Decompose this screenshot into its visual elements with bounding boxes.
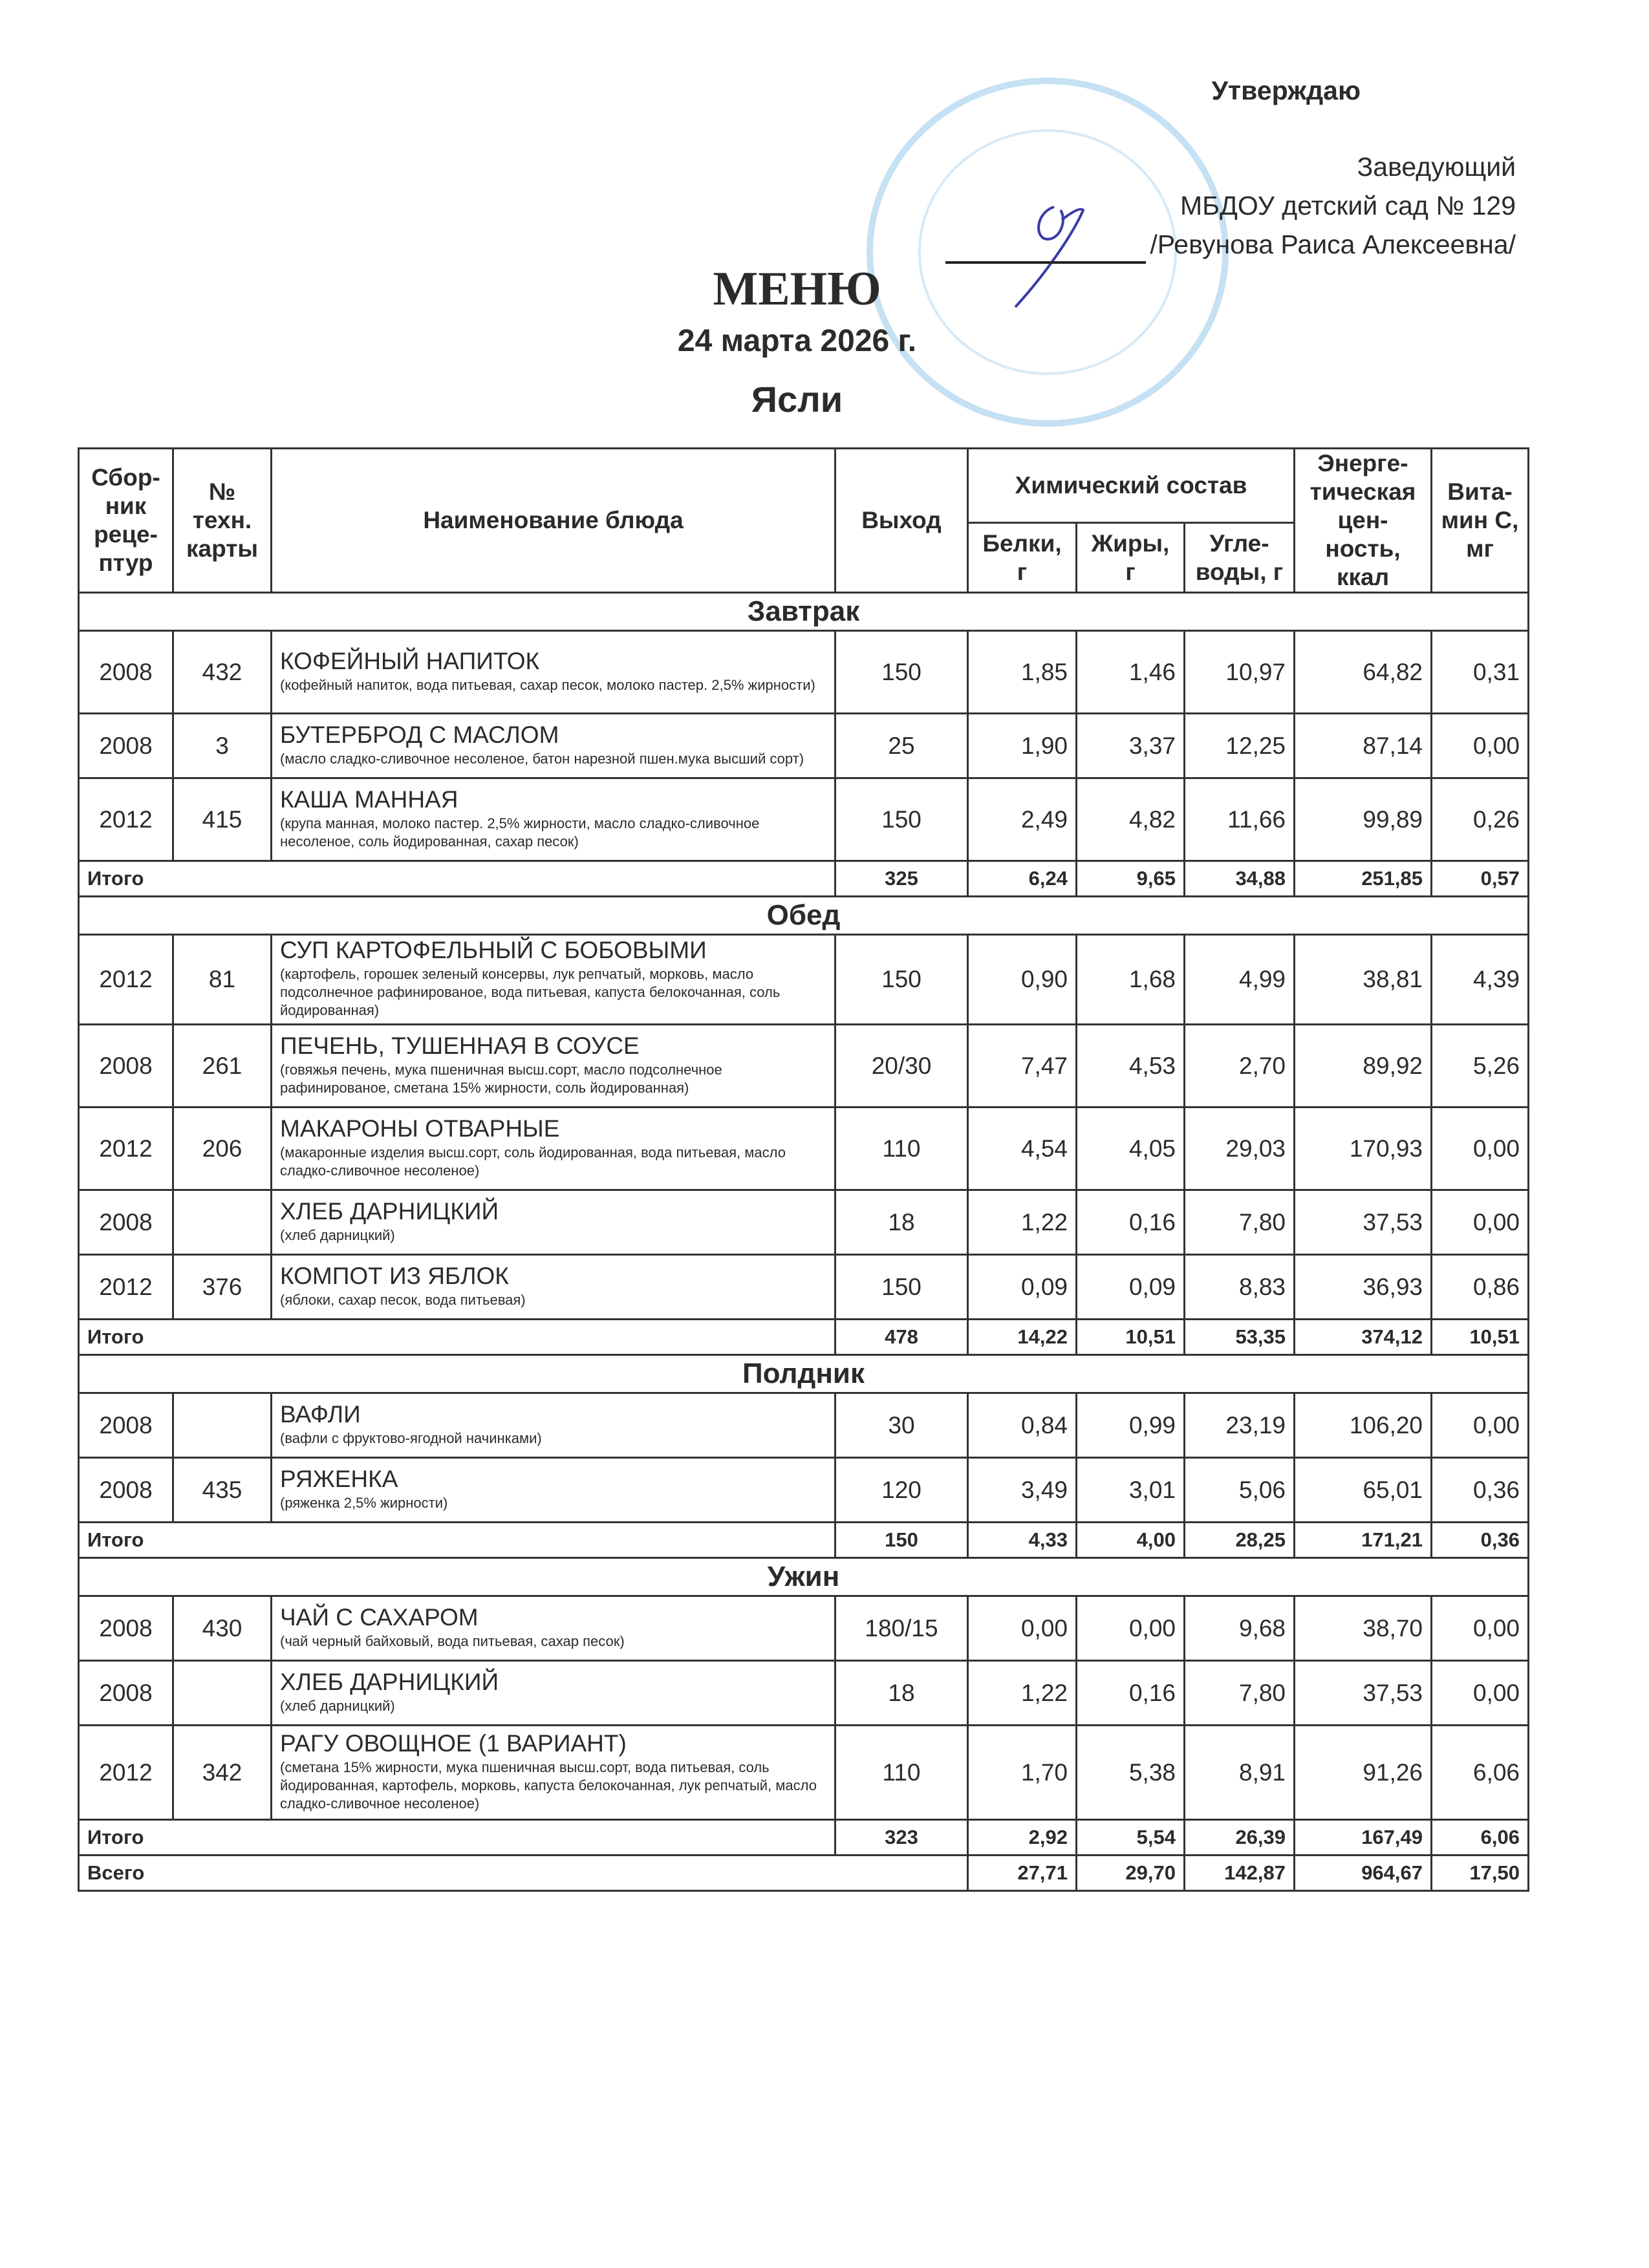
- section-row: [79, 1355, 1529, 1393]
- vitamin-c-cell: 0,36: [1432, 1458, 1529, 1523]
- collection-cell: 2008: [79, 1393, 173, 1458]
- protein-cell: 1,22: [968, 1190, 1077, 1255]
- tech-card-cell: 206: [173, 1107, 272, 1190]
- tech-card-cell: 415: [173, 778, 272, 861]
- carbs-cell: 10,97: [1185, 631, 1295, 714]
- table-row: [79, 778, 1529, 861]
- energy-cell: 171,21: [1295, 1523, 1432, 1558]
- fat-cell: 5,38: [1077, 1726, 1185, 1820]
- grand-total-label: Всего: [79, 1856, 968, 1891]
- subtotal-row: [79, 1523, 1529, 1558]
- dish-composition: (картофель, горошек зеленый консервы, лук репчатый, морковь, масло подсолнечное рафинированое, вода питьевая, капуста белокочанная, соль йодированная): [280, 966, 781, 1018]
- col-header-energy: Энерге-тическая цен-ность, ккал: [1295, 449, 1432, 593]
- col-header-protein: Белки, г: [968, 523, 1077, 593]
- fat-cell: 4,05: [1077, 1107, 1185, 1190]
- carbs-cell: 11,66: [1185, 778, 1295, 861]
- yield-cell: 478: [835, 1320, 968, 1355]
- signatory-name: /Ревунова Раиса Алексеевна/: [1150, 230, 1516, 259]
- yield-cell: 180/15: [835, 1596, 968, 1661]
- yield-cell: 110: [835, 1726, 968, 1820]
- vitamin-c-cell: 5,26: [1432, 1025, 1529, 1107]
- collection-cell: 2012: [79, 1255, 173, 1320]
- yield-cell: 150: [835, 1255, 968, 1320]
- subtotal-label: Итого: [79, 1523, 835, 1558]
- dish-cell: [272, 1190, 835, 1255]
- dish-name: РАГУ ОВОЩНОЕ (1 ВАРИАНТ): [280, 1729, 627, 1757]
- dish-name: ЧАЙ С САХАРОМ: [280, 1603, 479, 1631]
- organization-label: МБДОУ детский сад № 129: [1180, 191, 1516, 220]
- position-label: Заведующий: [1357, 152, 1516, 182]
- energy-cell: 65,01: [1295, 1458, 1432, 1523]
- dish-name: ВАФЛИ: [280, 1400, 361, 1428]
- dish-cell: [272, 778, 835, 861]
- vitamin-c-cell: 0,00: [1432, 1596, 1529, 1661]
- vitamin-c-cell: 0,26: [1432, 778, 1529, 861]
- table-row: [79, 1107, 1529, 1190]
- carbs-cell: 23,19: [1185, 1393, 1295, 1458]
- dish-name: КАША МАННАЯ: [280, 786, 458, 813]
- energy-cell: 91,26: [1295, 1726, 1432, 1820]
- table-row: [79, 1458, 1529, 1523]
- collection-cell: 2008: [79, 1661, 173, 1726]
- energy-cell: 167,49: [1295, 1820, 1432, 1856]
- yield-cell: 18: [835, 1661, 968, 1726]
- fat-cell: 0,09: [1077, 1255, 1185, 1320]
- fat-cell: 4,53: [1077, 1025, 1185, 1107]
- tech-card-cell: [173, 1393, 272, 1458]
- tech-card-cell: 432: [173, 631, 272, 714]
- tech-card-cell: [173, 1661, 272, 1726]
- vitamin-c-cell: 10,51: [1432, 1320, 1529, 1355]
- protein-cell: 6,24: [968, 861, 1077, 897]
- fat-cell: 9,65: [1077, 861, 1185, 897]
- yield-cell: 30: [835, 1393, 968, 1458]
- dish-cell: [272, 1661, 835, 1726]
- collection-cell: 2012: [79, 1107, 173, 1190]
- collection-cell: 2008: [79, 714, 173, 778]
- vitamin-c-cell: 0,31: [1432, 631, 1529, 714]
- energy-cell: 87,14: [1295, 714, 1432, 778]
- table-row: [79, 1726, 1529, 1820]
- menu-table: [78, 447, 1529, 1892]
- protein-cell: 0,90: [968, 935, 1077, 1025]
- carbs-cell: 8,91: [1185, 1726, 1295, 1820]
- vitamin-c-cell: 0,36: [1432, 1523, 1529, 1558]
- carbs-cell: 9,68: [1185, 1596, 1295, 1661]
- vitamin-c-cell: 0,00: [1432, 1393, 1529, 1458]
- protein-cell: 3,49: [968, 1458, 1077, 1523]
- carbs-cell: 28,25: [1185, 1523, 1295, 1558]
- section-row: [79, 1558, 1529, 1596]
- dish-composition: (яблоки, сахар песок, вода питьевая): [280, 1291, 526, 1308]
- subtotal-row: [79, 1820, 1529, 1856]
- col-header-carbs: Угле-воды, г: [1185, 523, 1295, 593]
- col-header-dish-name: Наименование блюда: [272, 449, 835, 593]
- energy-cell: 37,53: [1295, 1190, 1432, 1255]
- vitamin-c-cell: 17,50: [1432, 1856, 1529, 1891]
- table-row: [79, 1025, 1529, 1107]
- collection-cell: 2012: [79, 935, 173, 1025]
- dish-cell: [272, 1458, 835, 1523]
- section-row: [79, 897, 1529, 935]
- tech-card-cell: 261: [173, 1025, 272, 1107]
- collection-cell: 2008: [79, 1458, 173, 1523]
- energy-cell: 38,81: [1295, 935, 1432, 1025]
- dish-name: БУТЕРБРОД С МАСЛОМ: [280, 721, 559, 748]
- table-row: [79, 1596, 1529, 1661]
- yield-cell: 150: [835, 778, 968, 861]
- protein-cell: 4,33: [968, 1523, 1077, 1558]
- collection-cell: 2008: [79, 1025, 173, 1107]
- section-title: Ужин: [79, 1558, 1529, 1596]
- dish-composition: (ряженка 2,5% жирности): [280, 1494, 448, 1511]
- dish-composition: (говяжья печень, мука пшеничная высш.сорт, масло подсолнечное рафинированое, сметана 15% жирности, соль йодированная): [280, 1061, 722, 1096]
- carbs-cell: 4,99: [1185, 935, 1295, 1025]
- dish-cell: [272, 1596, 835, 1661]
- tech-card-cell: 342: [173, 1726, 272, 1820]
- fat-cell: 10,51: [1077, 1320, 1185, 1355]
- collection-cell: 2012: [79, 778, 173, 861]
- page-title: МЕНЮ: [713, 262, 881, 316]
- energy-cell: 36,93: [1295, 1255, 1432, 1320]
- vitamin-c-cell: 6,06: [1432, 1820, 1529, 1856]
- fat-cell: 3,37: [1077, 714, 1185, 778]
- group-name: Ясли: [751, 379, 843, 420]
- dish-cell: [272, 1025, 835, 1107]
- dish-name: МАКАРОНЫ ОТВАРНЫЕ: [280, 1115, 560, 1142]
- tech-card-cell: [173, 1190, 272, 1255]
- fat-cell: 0,00: [1077, 1596, 1185, 1661]
- dish-name: КОФЕЙНЫЙ НАПИТОК: [280, 647, 540, 674]
- yield-cell: 110: [835, 1107, 968, 1190]
- protein-cell: 0,00: [968, 1596, 1077, 1661]
- protein-cell: 1,90: [968, 714, 1077, 778]
- subtotal-row: [79, 861, 1529, 897]
- approve-label: Утверждаю: [1211, 76, 1361, 105]
- dish-cell: [272, 1107, 835, 1190]
- dish-name: РЯЖЕНКА: [280, 1465, 398, 1492]
- fat-cell: 5,54: [1077, 1820, 1185, 1856]
- dish-cell: [272, 1726, 835, 1820]
- energy-cell: 38,70: [1295, 1596, 1432, 1661]
- table-row: [79, 1393, 1529, 1458]
- yield-cell: 323: [835, 1820, 968, 1856]
- dish-cell: [272, 1255, 835, 1320]
- tech-card-cell: 3: [173, 714, 272, 778]
- carbs-cell: 53,35: [1185, 1320, 1295, 1355]
- dish-composition: (хлеб дарницкий): [280, 1226, 395, 1243]
- vitamin-c-cell: 4,39: [1432, 935, 1529, 1025]
- dish-composition: (сметана 15% жирности, мука пшеничная высш.сорт, вода питьевая, соль йодированная, картофель, морковь, капуста белокочанная, лук репчатый, масло сладко-сливочное несоленое): [280, 1759, 817, 1812]
- dish-name: СУП КАРТОФЕЛЬНЫЙ С БОБОВЫМИ: [280, 937, 707, 963]
- col-header-collection: Сбор-ник реце-птур: [79, 449, 173, 593]
- table-row: [79, 1255, 1529, 1320]
- dish-composition: (масло сладко-сливочное несоленое, батон нарезной пшен.мука высший сорт): [280, 750, 804, 767]
- fat-cell: 0,16: [1077, 1190, 1185, 1255]
- dish-name: КОМПОТ ИЗ ЯБЛОК: [280, 1262, 509, 1289]
- approval-block: [945, 71, 1516, 264]
- tech-card-cell: 81: [173, 935, 272, 1025]
- tech-card-cell: 376: [173, 1255, 272, 1320]
- protein-cell: 7,47: [968, 1025, 1077, 1107]
- tech-card-cell: 430: [173, 1596, 272, 1661]
- col-header-fat: Жиры, г: [1077, 523, 1185, 593]
- collection-cell: 2008: [79, 1190, 173, 1255]
- yield-cell: 150: [835, 631, 968, 714]
- table-row: [79, 714, 1529, 778]
- dish-name: ХЛЕБ ДАРНИЦКИЙ: [280, 1668, 499, 1695]
- vitamin-c-cell: 0,00: [1432, 1661, 1529, 1726]
- vitamin-c-cell: 0,00: [1432, 714, 1529, 778]
- table-row: [79, 631, 1529, 714]
- dish-composition: (чай черный байховый, вода питьевая, сахар песок): [280, 1632, 625, 1649]
- subtotal-label: Итого: [79, 861, 835, 897]
- energy-cell: 99,89: [1295, 778, 1432, 861]
- dish-composition: (крупа манная, молоко пастер. 2,5% жирности, масло сладко-сливочное несоленое, соль йодированная, сахар песок): [280, 815, 760, 850]
- energy-cell: 37,53: [1295, 1661, 1432, 1726]
- energy-cell: 64,82: [1295, 631, 1432, 714]
- col-header-tech-card: № техн. карты: [173, 449, 272, 593]
- carbs-cell: 2,70: [1185, 1025, 1295, 1107]
- carbs-cell: 29,03: [1185, 1107, 1295, 1190]
- energy-cell: 170,93: [1295, 1107, 1432, 1190]
- fat-cell: 1,68: [1077, 935, 1185, 1025]
- protein-cell: 0,84: [968, 1393, 1077, 1458]
- protein-cell: 2,49: [968, 778, 1077, 861]
- carbs-cell: 34,88: [1185, 861, 1295, 897]
- energy-cell: 89,92: [1295, 1025, 1432, 1107]
- carbs-cell: 7,80: [1185, 1661, 1295, 1726]
- fat-cell: 4,00: [1077, 1523, 1185, 1558]
- collection-cell: 2008: [79, 1596, 173, 1661]
- fat-cell: 0,16: [1077, 1661, 1185, 1726]
- dish-cell: [272, 631, 835, 714]
- section-title: Обед: [79, 897, 1529, 935]
- protein-cell: 2,92: [968, 1820, 1077, 1856]
- section-row: [79, 593, 1529, 631]
- vitamin-c-cell: 0,57: [1432, 861, 1529, 897]
- dish-composition: (кофейный напиток, вода питьевая, сахар песок, молоко пастер. 2,5% жирности): [280, 676, 815, 693]
- fat-cell: 0,99: [1077, 1393, 1185, 1458]
- collection-cell: 2012: [79, 1726, 173, 1820]
- protein-cell: 1,85: [968, 631, 1077, 714]
- dish-name: ПЕЧЕНЬ, ТУШЕННАЯ В СОУСЕ: [280, 1032, 640, 1059]
- fat-cell: 3,01: [1077, 1458, 1185, 1523]
- fat-cell: 1,46: [1077, 631, 1185, 714]
- yield-cell: 25: [835, 714, 968, 778]
- dish-cell: [272, 1393, 835, 1458]
- protein-cell: 1,22: [968, 1661, 1077, 1726]
- subtotal-label: Итого: [79, 1320, 835, 1355]
- energy-cell: 251,85: [1295, 861, 1432, 897]
- table-row: [79, 935, 1529, 1025]
- collection-cell: 2008: [79, 631, 173, 714]
- dish-composition: (макаронные изделия высш.сорт, соль йодированная, вода питьевая, масло сладко-сливочное несоленое): [280, 1144, 786, 1179]
- carbs-cell: 7,80: [1185, 1190, 1295, 1255]
- yield-cell: 150: [835, 935, 968, 1025]
- table-row: [79, 1190, 1529, 1255]
- protein-cell: 0,09: [968, 1255, 1077, 1320]
- fat-cell: 4,82: [1077, 778, 1185, 861]
- vitamin-c-cell: 0,00: [1432, 1107, 1529, 1190]
- section-title: Завтрак: [79, 593, 1529, 631]
- yield-cell: 120: [835, 1458, 968, 1523]
- dish-cell: [272, 935, 835, 1025]
- carbs-cell: 8,83: [1185, 1255, 1295, 1320]
- subtotal-label: Итого: [79, 1820, 835, 1856]
- yield-cell: 18: [835, 1190, 968, 1255]
- col-header-yield: Выход: [835, 449, 968, 593]
- protein-cell: 1,70: [968, 1726, 1077, 1820]
- protein-cell: 27,71: [968, 1856, 1077, 1891]
- yield-cell: 150: [835, 1523, 968, 1558]
- energy-cell: 964,67: [1295, 1856, 1432, 1891]
- yield-cell: 325: [835, 861, 968, 897]
- protein-cell: 4,54: [968, 1107, 1077, 1190]
- yield-cell: 20/30: [835, 1025, 968, 1107]
- protein-cell: 14,22: [968, 1320, 1077, 1355]
- dish-cell: [272, 714, 835, 778]
- carbs-cell: 26,39: [1185, 1820, 1295, 1856]
- subtotal-row: [79, 1320, 1529, 1355]
- energy-cell: 106,20: [1295, 1393, 1432, 1458]
- menu-date: 24 марта 2026 г.: [677, 324, 917, 358]
- vitamin-c-cell: 0,00: [1432, 1190, 1529, 1255]
- table-row: [79, 1661, 1529, 1726]
- tech-card-cell: 435: [173, 1458, 272, 1523]
- energy-cell: 374,12: [1295, 1320, 1432, 1355]
- dish-composition: (хлеб дарницкий): [280, 1697, 395, 1714]
- section-title: Полдник: [79, 1355, 1529, 1393]
- grand-total-row: [79, 1856, 1529, 1891]
- col-header-vitamin-c: Вита-мин С, мг: [1432, 449, 1529, 593]
- vitamin-c-cell: 0,86: [1432, 1255, 1529, 1320]
- dish-composition: (вафли с фруктово-ягодной начинками): [280, 1429, 542, 1446]
- signature-line: [945, 235, 1146, 264]
- vitamin-c-cell: 6,06: [1432, 1726, 1529, 1820]
- carbs-cell: 5,06: [1185, 1458, 1295, 1523]
- fat-cell: 29,70: [1077, 1856, 1185, 1891]
- dish-name: ХЛЕБ ДАРНИЦКИЙ: [280, 1197, 499, 1225]
- col-header-chem: Химический состав: [968, 449, 1295, 523]
- carbs-cell: 12,25: [1185, 714, 1295, 778]
- carbs-cell: 142,87: [1185, 1856, 1295, 1891]
